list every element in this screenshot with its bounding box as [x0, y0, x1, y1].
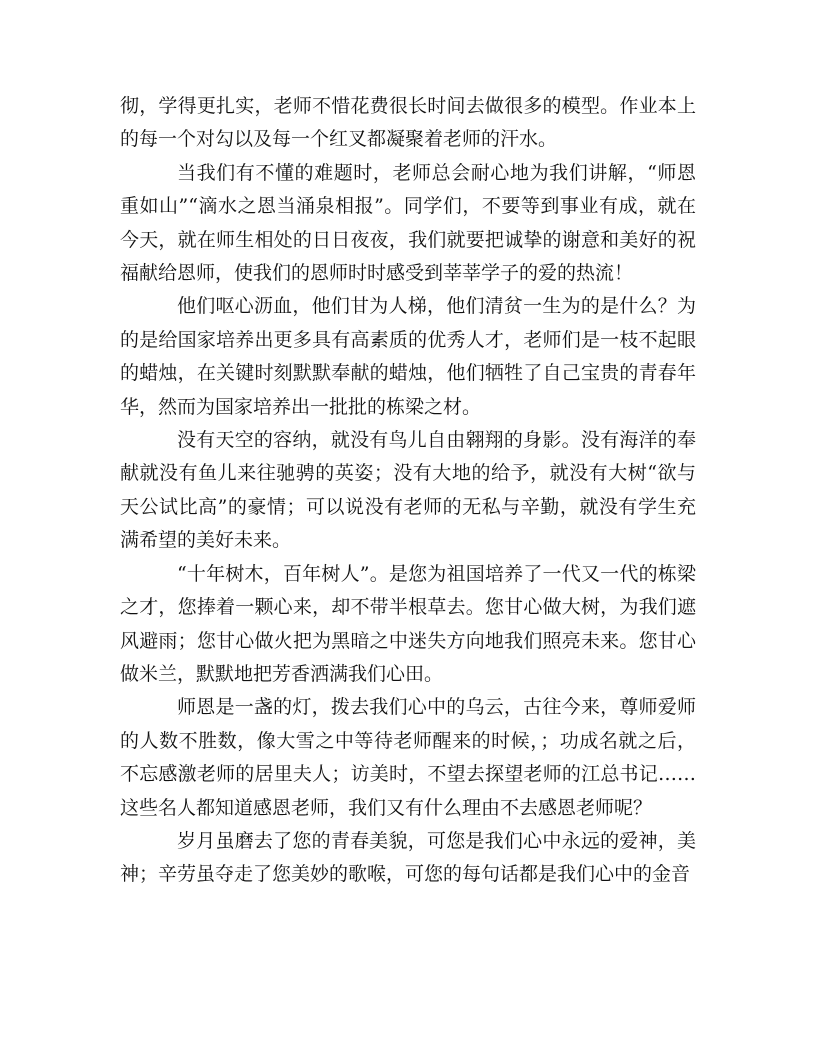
- paragraph: 他们呕心沥血，他们甘为人梯，他们清贫一生为的是什么？为的是给国家培养出更多具有高素质的优秀人才，老师们是一枝不起眼的蜡烛，在关键时刻默默奉献的蜡烛，他们牺牲了自己宝贵的青春年华，然而为国家培养出一批批的栋梁之材。: [120, 295, 696, 418]
- paragraph: 岁月虽磨去了您的青春美貌，可您是我们心中永远的爱神，美神；辛劳虽夺走了您美妙的歌喉，可您的每句话都是我们心中的金音: [120, 829, 696, 886]
- paragraph: 没有天空的容纳，就没有鸟儿自由翱翔的身影。没有海洋的奉献就没有鱼儿来往驰骋的英姿；没有大地的给予，就没有大树“欲与天公试比高”的豪情；可以说没有老师的无私与辛勤，就没有学生充满希望的美好未来。: [120, 429, 696, 552]
- paragraph: 当我们有不懂的难题时，老师总会耐心地为我们讲解，“师恩重如山”“滴水之恩当涌泉相报”。同学们，不要等到事业有成，就在今天，就在师生相处的日日夜夜，我们就要把诚挚的谢意和美好的祝福献给恩师，使我们的恩师时时感受到莘莘学子的爱的热流！: [120, 161, 696, 285]
- paragraph-continuation: 彻，学得更扎实，老师不惜花费很长时间去做很多的模型。作业本上的每一个对勾以及每一个红叉都凝聚着老师的汗水。: [120, 95, 696, 151]
- document-body: [120, 90, 696, 892]
- paragraph: 师恩是一盏的灯，拨去我们心中的乌云，古往今来，尊师爱师的人数不胜数，像大雪之中等待老师醒来的时候，；功成名就之后，不忘感激老师的居里夫人；访美时，不望去探望老师的江总书记……这些名人都知道感恩老师，我们又有什么理由不去感恩老师呢？: [120, 696, 696, 819]
- paragraph: “十年树木，百年树人”。是您为祖国培养了一代又一代的栋梁之才，您捧着一颗心来，却不带半根草去。您甘心做大树，为我们遮风避雨；您甘心做火把为黑暗之中迷失方向地我们照亮未来。您甘心做米兰，默默地把芳香洒满我们心田。: [120, 562, 696, 685]
